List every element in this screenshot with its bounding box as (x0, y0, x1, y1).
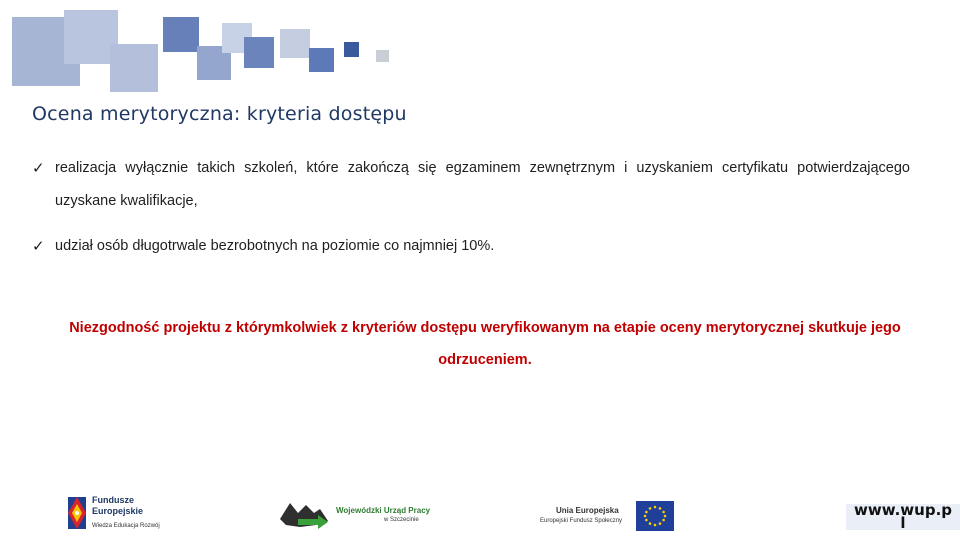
square-8 (280, 29, 310, 58)
square-3 (110, 44, 158, 92)
ue-subtitle: Europejski Fundusz Społeczny (540, 518, 623, 524)
wup-logo (280, 499, 440, 533)
warning-text: Niezgodność projektu z którymkolwiek z kryteriów dostępu weryfikowanym na etapie oceny merytorycznej skutkuje jego odrzuceniem. (69, 320, 901, 368)
square-4 (163, 17, 199, 52)
fe-name: Fundusze Europejskie (92, 495, 144, 516)
eu-flag-icon (636, 501, 674, 531)
wup-emblem-icon (280, 499, 332, 529)
fe-subtitle: Wiedza Edukacja Rozwój (92, 523, 160, 529)
criteria-list (32, 152, 910, 263)
square-11 (376, 50, 389, 62)
square-7 (244, 37, 274, 68)
fe-emblem-icon (66, 493, 88, 533)
list-item (32, 230, 910, 263)
list-item-text: realizacja wyłącznie takich szkoleń, które zakończą się egzaminem zewnętrznym i uzyskaniem certyfikatu potwierdzającego uzyskane kwalifikacje, (55, 160, 910, 209)
checkmark-icon: ✓ (32, 238, 45, 255)
fundusze-europejskie-logo (66, 493, 176, 533)
wup-name: Wojewódzki Urząd Pracy (336, 506, 431, 515)
list-item (32, 152, 910, 218)
ue-logo (538, 500, 678, 532)
square-9 (309, 48, 334, 72)
square-10 (344, 42, 359, 57)
ue-name: Unia Europejska (556, 506, 619, 515)
slide-title: Ocena merytoryczna: kryteria dostępu (32, 103, 407, 125)
list-item-text: udział osób długotrwale bezrobotnych na poziomie co najmniej 10%. (55, 238, 495, 254)
checkmark-icon: ✓ (32, 160, 45, 177)
wup-city: w Szczecinie (384, 517, 419, 523)
website-url[interactable]: www.wup.p l (846, 504, 960, 530)
